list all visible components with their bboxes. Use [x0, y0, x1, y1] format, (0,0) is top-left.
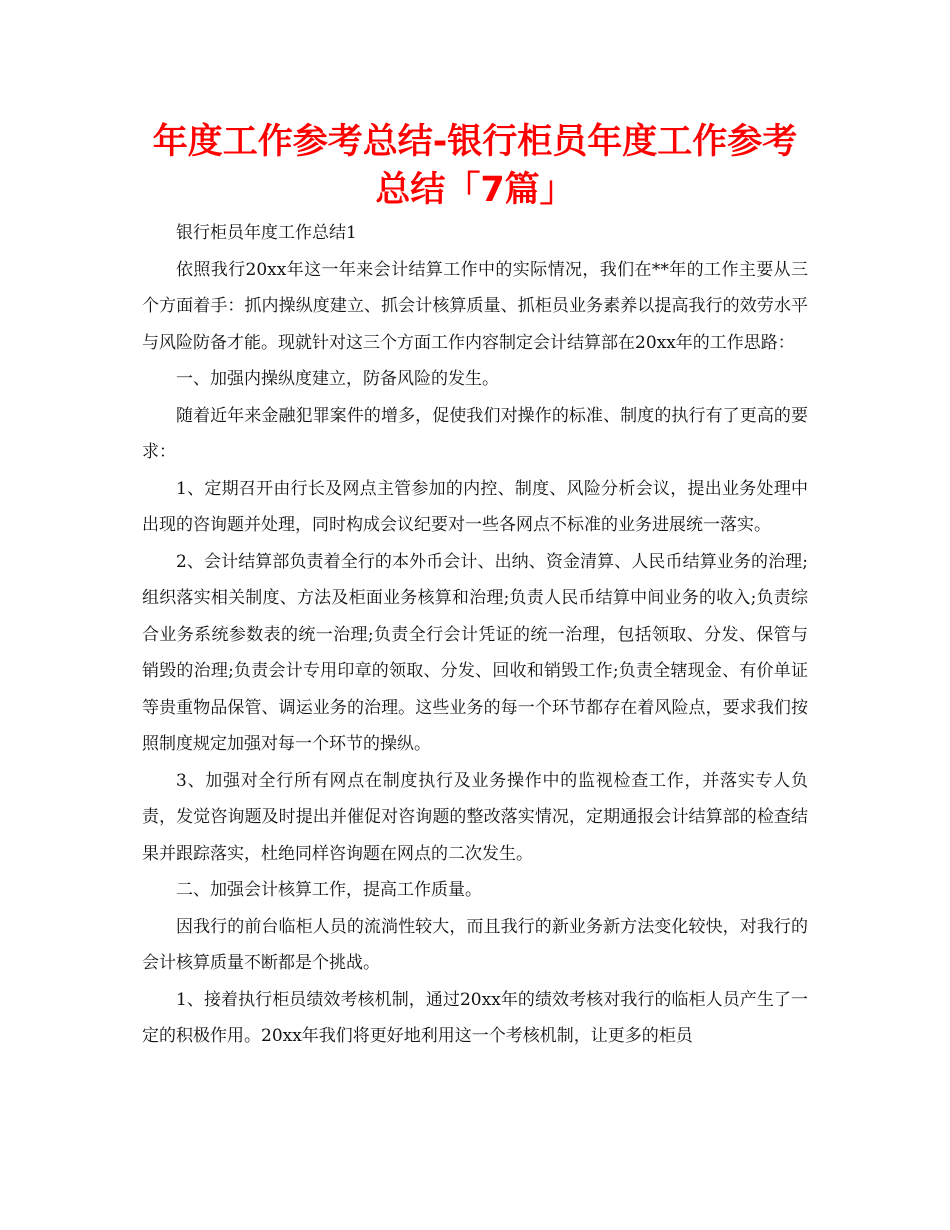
- paragraph: 2、会计结算部负责着全行的本外币会计、出纳、资金清算、人民币结算业务的治理;组织落实相关制度、方法及柜面业务核算和治理;负责人民币结算中间业务的收入;负责综合业务系统参数表的统一治理;负责全行会计凭证的统一治理，包括领取、分发、保管与销毁的治理;负责会计专用印章的领取、分发、回收和销毁工作;负责全辖现金、有价单证等贵重物品保管、调运业务的治理。这些业务的每一个环节都存在着风险点，要求我们按照制度规定加强对每一个环节的操纵。: [142, 551, 808, 754]
- paragraph: 1、定期召开由行长及网点主管参加的内控、制度、风险分析会议，提出业务处理中出现的咨询题并处理，同时构成会议纪要对一些各网点不标准的业务进展统一落实。: [142, 478, 808, 535]
- document-body: [142, 215, 808, 1055]
- paragraph: 随着近年来金融犯罪案件的增多，促使我们对操作的标准、制度的执行有了更高的要求：: [142, 405, 808, 462]
- section-heading: 一、加强内操纵度建立，防备风险的发生。: [176, 369, 499, 389]
- document-title: 年度工作参考总结-银行柜员年度工作参考总结「7篇」: [152, 122, 798, 210]
- paragraph: 依照我行20xx年这一年来会计结算工作中的实际情况，我们在**年的工作主要从三个方面着手：抓内操纵度建立、抓会计核算质量、抓柜员业务素养以提高我行的效劳水平与风险防备才能。现就针对这三个方面工作内容制定会计结算部在20xx年的工作思路：: [142, 259, 808, 353]
- section-heading: 二、加强会计核算工作，提高工作质量。: [176, 880, 482, 900]
- paragraph: 1、接着执行柜员绩效考核机制，通过20xx年的绩效考核对我行的临柜人员产生了一定的积极作用。20xx年我们将更好地利用这一个考核机制，让更多的柜员: [142, 989, 808, 1046]
- section-heading: 银行柜员年度工作总结1: [176, 223, 357, 243]
- paragraph: 因我行的前台临柜人员的流淌性较大，而且我行的新业务新方法变化较快，对我行的会计核算质量不断都是个挑战。: [142, 916, 808, 973]
- paragraph: 3、加强对全行所有网点在制度执行及业务操作中的监视检查工作，并落实专人负责，发觉咨询题及时提出并催促对咨询题的整改落实情况，定期通报会计结算部的检查结果并跟踪落实，杜绝同样咨询题在网点的二次发生。: [142, 770, 808, 864]
